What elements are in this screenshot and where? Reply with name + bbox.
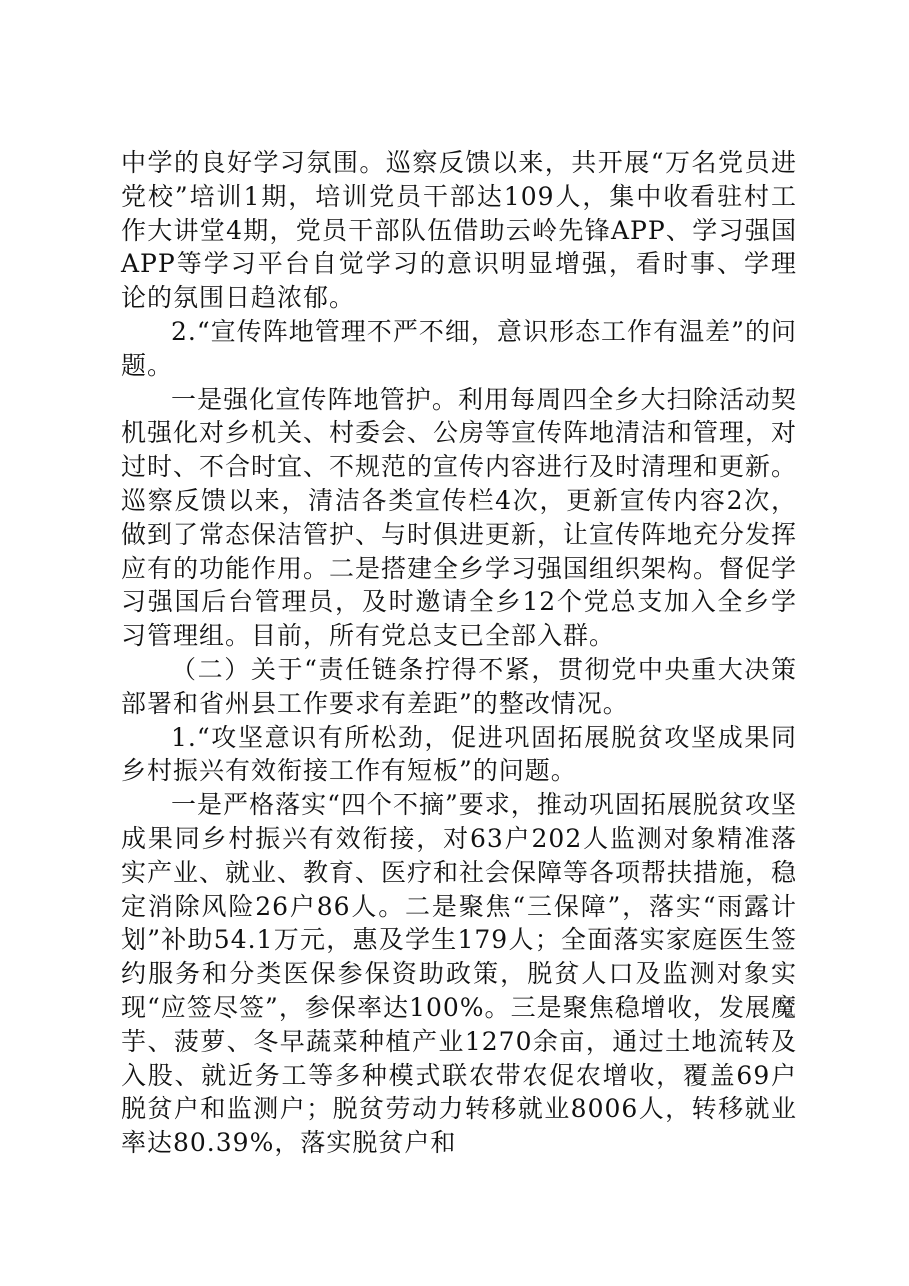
paragraph-section-heading-2: （二）关于“责任链条拧得不紧，贯彻党中央重大决策部署和省州县工作要求有差距”的整改情况。	[121, 654, 797, 718]
paragraph-propaganda-measures: 一是强化宣传阵地管护。利用每周四全乡大扫除活动契机强化对乡机关、村委会、公房等宣传阵地清洁和管理，对过时、不合时宜、不规范的宣传内容进行及时清理和更新。巡察反馈以来，清洁各类宣传栏4次，更新宣传内容2次，做到了常态保洁管护、与时俱进更新，让宣传阵地充分发挥应有的功能作用。二是搭建全乡学习强国组织架构。督促学习强国后台管理员，及时邀请全乡12个党总支加入全乡学习管理组。目前，所有党总支已全部入群。	[121, 384, 798, 651]
paragraph-heading-propaganda: 2.“宣传阵地管理不严不细，意识形态工作有温差”的问题。	[121, 316, 797, 380]
paragraph-heading-poverty: 1.“攻坚意识有所松劲，促进巩固拓展脱贫攻坚成果同乡村振兴有效衔接工作有短板”的问题。	[121, 722, 797, 786]
paragraph-poverty-measures: 一是严格落实“四个不摘”要求，推动巩固拓展脱贫攻坚成果同乡村振兴有效衔接，对63户202人监测对象精准落实产业、就业、教育、医疗和社会保障等各项帮扶措施，稳定消除风险26户86人。二是聚焦“三保障”，落实“雨露计划”补助54.1万元，惠及学生179人；全面落实家庭医生签约服务和分类医保参保资助政策，脱贫人口及监测对象实现“应签尽签”，参保率达100%。三是聚焦稳增收，发展魔芋、菠萝、冬早蔬菜种植产业1270余亩，通过土地流转及入股、就近务工等多种模式联农带农促农增收，覆盖69户脱贫户和监测户；脱贫劳动力转移就业8006人，转移就业率达80.39%，落实脱贫户和	[121, 790, 798, 1158]
document-body	[121, 146, 797, 1160]
paragraph-continued: 中学的良好学习氛围。巡察反馈以来，共开展“万名党员进党校”培训1期，培训党员干部达109人，集中收看驻村工作大讲堂4期，党员干部队伍借助云岭先锋APP、学习强国APP等学习平台自觉学习的意识明显增强，看时事、学理论的氛围日趋浓郁。	[121, 148, 797, 313]
